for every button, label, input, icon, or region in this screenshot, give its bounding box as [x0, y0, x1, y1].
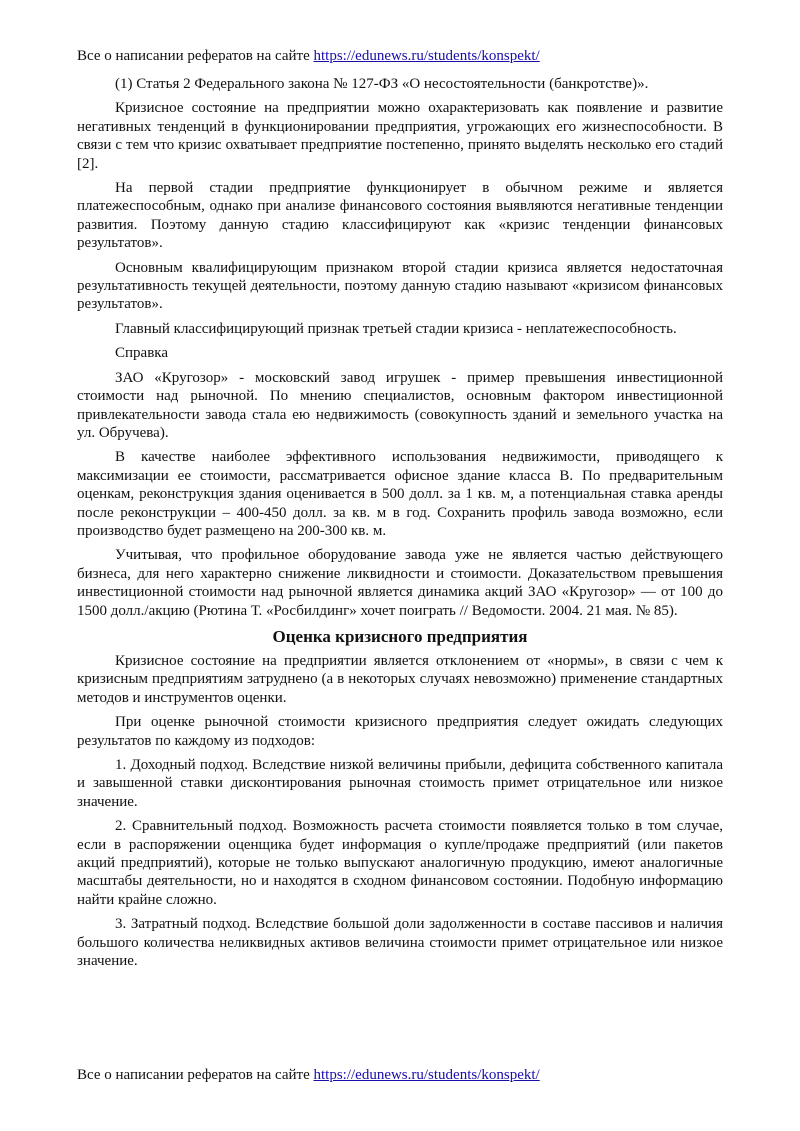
header-link[interactable]: https://edunews.ru/students/konspekt/	[313, 48, 540, 64]
page-header	[77, 47, 540, 65]
header-text: Все о написании рефератов на сайте	[77, 48, 314, 64]
body-paragraph: ЗАО «Кругозор» - московский завод игрушек - пример превышения инвестиционной стоимости над рыночной. По мнению специалистов, основным фактором инвестиционной привлекательности завода стала ею недвижимость (совокупность зданий и земельного участка на ул. Обручева).	[77, 369, 723, 441]
body-paragraph: В качестве наиболее эффективного использования недвижимости, приводящего к максимизации ее стоимости, рассматривается офисное здание класса В. По предварительным оценкам, реконструкция здания оценивается в 500 долл. за 1 кв. м, а потенциальная ставка аренды после реконструкции – 400-450 долл. за кв. м в год. Сохранить профиль завода возможно, если производство будет размещено на 200-300 кв. м.	[77, 449, 723, 539]
list-item: 1. Доходный подход. Вследствие низкой величины прибыли, дефицита собственного капитала и завышенной ставки дисконтирования рыночная стоимость примет отрицательное или низкое значение.	[77, 757, 723, 810]
page-footer	[77, 1066, 540, 1084]
document-body	[77, 75, 723, 976]
list-item: 2. Сравнительный подход. Возможность расчета стоимости появляется только в том случае, если в распоряжении оценщика будет информация о купле/продаже предприятий (или пакетов акций предприятий), которые не только выпускают аналогичную продукцию, имеют аналогичные масштабы деятельности, но и находятся в сходном финансовом состоянии. Подобную информацию найти крайне сложно.	[77, 818, 723, 908]
body-paragraph: На первой стадии предприятие функционирует в обычном режиме и является платежеспособным, однако при анализе финансового состояния выявляются негативные тенденции развития. Поэтому данную стадию классифицируют как «кризис тенденции финансовых результатов».	[77, 180, 723, 252]
footer-link[interactable]: https://edunews.ru/students/konspekt/	[313, 1067, 540, 1083]
list-item: 3. Затратный подход. Вследствие большой доли задолженности в составе пассивов и наличия большого количества неликвидных активов величина стоимости примет отрицательное или низкое значение.	[77, 916, 723, 970]
body-paragraph: Учитывая, что профильное оборудование завода уже не является частью действующего бизнеса, для него характерно снижение ликвидности и стоимости. Доказательством превышения инвестиционной стоимости над рыночной является динамика акций ЗАО «Кругозор» — от 100 до 1500 долл./акцию (Рютина Т. «Росбилдинг» хочет поиграть // Ведомости. 2004. 21 мая. № 85).	[77, 547, 723, 619]
reference-label: Справка	[115, 345, 168, 362]
footer-text: Все о написании рефератов на сайте	[77, 1067, 314, 1083]
body-paragraph: Кризисное состояние на предприятии является отклонением от «нормы», в связи с чем к кризисным предприятиям затруднено (а в некоторых случаях невозможно) применение стандартных методов и инструментов оценки.	[77, 652, 723, 706]
body-paragraph: Кризисное состояние на предприятии можно охарактеризовать как появление и развитие негативных тенденций в функционировании предприятия, угрожающих его жизнеспособности. В связи с тем что кризис охватывает предприятие постепенно, принято выделять несколько его стадий [2].	[77, 100, 723, 172]
section-heading: Оценка кризисного предприятия	[272, 626, 528, 646]
body-paragraph: При оценке рыночной стоимости кризисного предприятия следует ожидать следующих результатов по каждому из подходов:	[77, 714, 723, 749]
footnote-paragraph: (1) Статья 2 Федерального закона № 127-ФЗ «О несостоятельности (банкротстве)».	[115, 76, 649, 92]
body-paragraph: Главный классифицирующий признак третьей стадии кризиса - неплатежеспособность.	[115, 320, 677, 337]
body-paragraph: Основным квалифицирующим признаком второй стадии кризиса является недостаточная результативность текущей деятельности, поэтому данную стадию называют «кризисом финансовых результатов».	[77, 259, 723, 313]
